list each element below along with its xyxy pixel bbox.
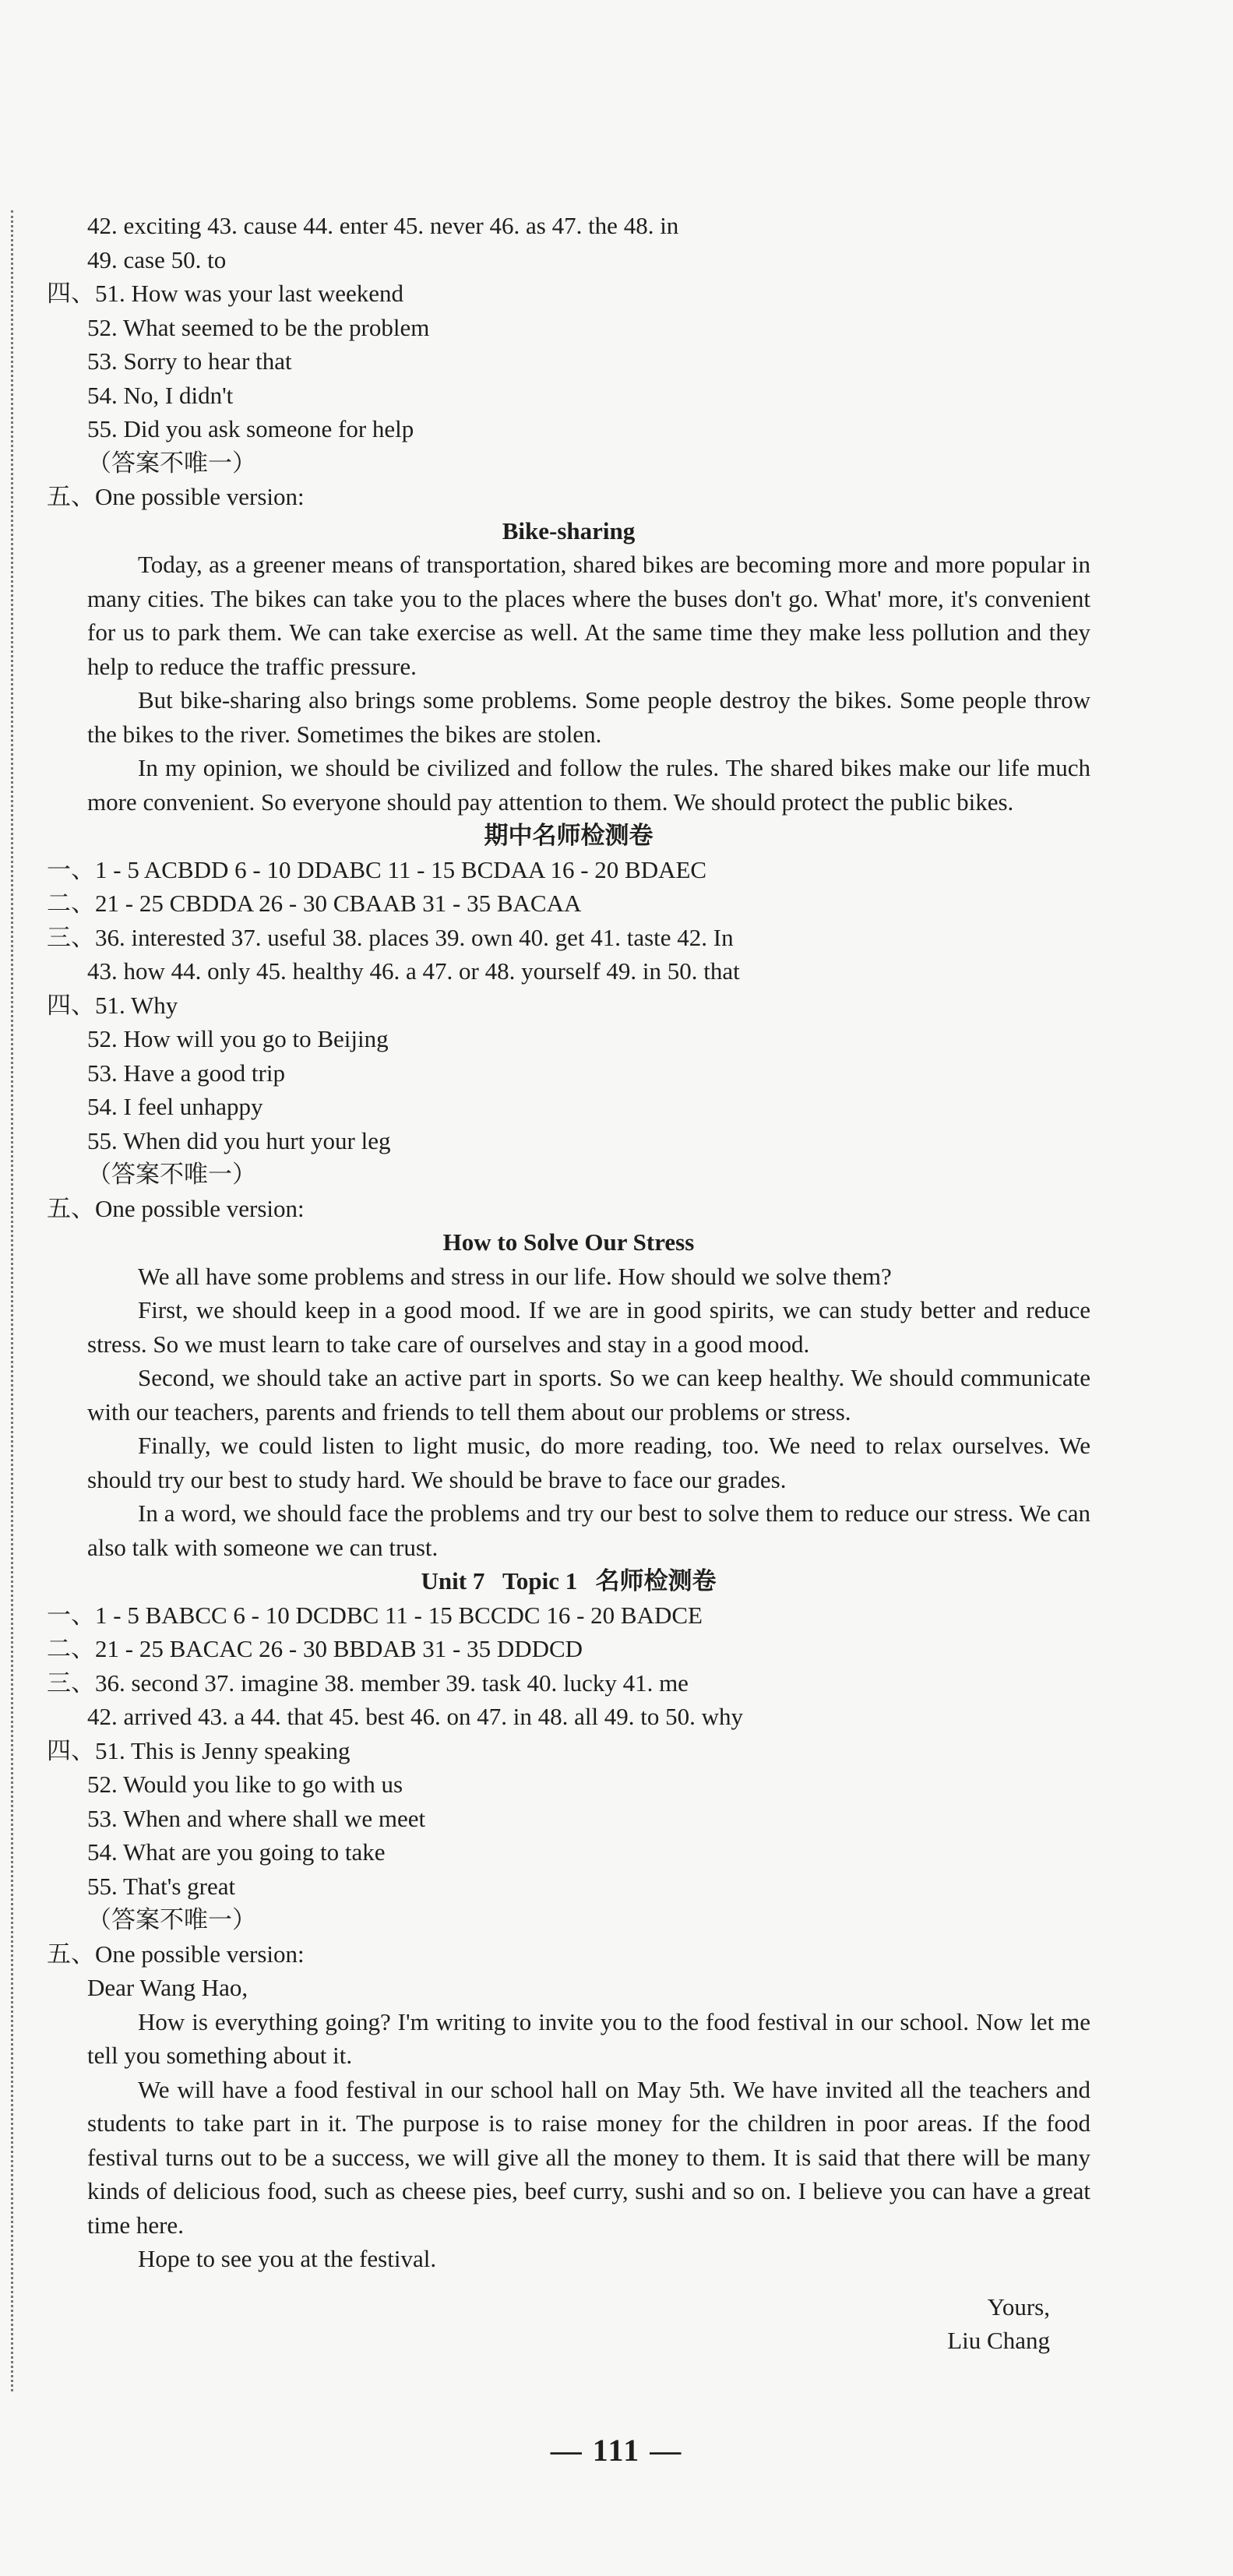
answer-item: 51. This is Jenny speaking [95,1736,351,1764]
essay-paragraph: First, we should keep in a good mood. If we are in good spirits, we can study better and reduce stress. So we must learn to take care of ourselves and stay in a good mood. [87,1296,1090,1358]
answers-line: 21 - 25 BACAC 26 - 30 BBDAB 31 - 35 DDDCD [95,1635,583,1662]
answer-item: 52. Would you like to go with us [87,1771,403,1798]
answer-item: 52. What seemed to be the problem [87,313,430,341]
section-five [47,1937,1090,1972]
answer-item: 55. When did you hurt your leg [87,1126,391,1154]
answers-line: 1 - 5 ACBDD 6 - 10 DDABC 11 - 15 BCDAA 16 - 20 BDAEC [95,855,707,883]
letter-paragraph: Hope to see you at the festival. [138,2245,437,2272]
section-label: 二、 [47,890,95,917]
answer-item: 54. No, I didn't [87,381,234,409]
answers-line: 36. interested 37. useful 38. places 39. own 40. get 41. taste 42. In [95,923,734,951]
answers-line: 49. case 50. to [87,245,227,273]
section-three [47,1666,1090,1700]
section-label: 四、 [47,1736,95,1764]
section-label: 三、 [47,923,95,951]
letter-paragraph: How is everything going? I'm writing to invite you to the food festival in our school. Now let me tell you something about it. [87,2007,1090,2069]
section-four [47,277,1090,311]
letter-signature: Liu Chang [947,2327,1050,2354]
answer-item: 51. How was your last weekend [95,280,404,307]
answer-note: （答案不唯一） [87,1906,256,1933]
section-four [47,988,1090,1023]
section-label: 一、 [47,1601,95,1629]
section-two [47,886,1090,921]
essay-paragraph: In a word, we should face the problems and try our best to solve them to reduce our stress. We can also talk with someone we can trust. [87,1499,1090,1561]
letter-paragraph: We will have a food festival in our school hall on May 5th. We have invited all the teachers and students to take part in it. The purpose is to raise money for the children in poor areas. If the food festival turns out to be a success, we will give all the money to them. It is said that there will be many kinds of delicious food, such as cheese pies, beef curry, sushi and so on. I believe you can have a great time here. [87,2075,1090,2239]
section-intro: One possible version: [95,483,305,510]
essay-paragraph: Today, as a greener means of transportation, shared bikes are becoming more and more popular in many cities. The bikes can take you to the places where the buses don't go. What' more, it's convenient for us to park them. We can take exercise as well. At the same time they make less pollution and they help to reduce the traffic pressure. [87,551,1090,680]
essay-paragraph: Finally, we could listen to light music, do more reading, too. We need to relax ourselves. We should try our best to study hard. We should be brave to face our grades. [87,1432,1090,1493]
section-heading: 期中名师检测卷 [484,822,653,849]
answers-line: 42. exciting 43. cause 44. enter 45. never 46. as 47. the 48. in [87,212,679,239]
answer-item: 54. What are you going to take [87,1838,386,1866]
answers-line: 43. how 44. only 45. healthy 46. a 47. or 48. yourself 49. in 50. that [87,957,740,985]
answer-item: 52. How will you go to Beijing [87,1025,389,1052]
section-label: 三、 [47,1669,95,1697]
section-intro: One possible version: [95,1194,305,1222]
essay-paragraph: We all have some problems and stress in our life. How should we solve them? [138,1262,892,1290]
section-five [47,480,1090,514]
answers-line: 36. second 37. imagine 38. member 39. task 40. lucky 41. me [95,1669,689,1697]
section-four [47,1734,1090,1768]
section-heading: Unit 7 Topic 1 名师检测卷 [421,1567,717,1595]
section-label: 五、 [47,1194,95,1222]
section-five [47,1192,1090,1226]
answer-item: 51. Why [95,991,178,1019]
section-label: 五、 [47,1940,95,1968]
answers-line: 21 - 25 CBDDA 26 - 30 CBAAB 31 - 35 BACAA [95,890,582,917]
section-intro: One possible version: [95,1940,305,1968]
page-number: — 111 — [550,2433,683,2468]
answer-note: （答案不唯一） [87,449,256,477]
answer-item: 53. Sorry to hear that [87,347,292,375]
essay-paragraph: In my opinion, we should be civilized and follow the rules. The shared bikes make our life much more convenient. So everyone should pay attention to them. We should protect the public bikes. [87,754,1090,816]
section-three [47,921,1090,955]
section-label: 四、 [47,991,95,1019]
letter-greeting: Dear Wang Hao, [87,1974,248,2001]
answer-item: 53. When and where shall we meet [87,1804,426,1832]
binding-margin-line [11,210,13,2391]
answer-item: 55. That's great [87,1872,236,1900]
section-label: 二、 [47,1635,95,1662]
section-label: 五、 [47,483,95,510]
essay-paragraph: But bike-sharing also brings some problems. Some people destroy the bikes. Some people throw the bikes to the river. Sometimes the bikes are stolen. [87,686,1090,748]
answer-note: （答案不唯一） [87,1161,256,1188]
answers-line: 1 - 5 BABCC 6 - 10 DCDBC 11 - 15 BCCDC 16 - 20 BADCE [95,1601,703,1629]
essay-paragraph: Second, we should take an active part in sports. So we can keep healthy. We should communicate with our teachers, parents and friends to tell them about our problems or stress. [87,1364,1090,1425]
section-one [47,1598,1090,1633]
essay-title: How to Solve Our Stress [442,1228,695,1256]
answer-item: 55. Did you ask someone for help [87,415,414,442]
section-label: 一、 [47,855,95,883]
answer-item: 53. Have a good trip [87,1059,285,1087]
section-one [47,853,1090,887]
answers-line: 42. arrived 43. a 44. that 45. best 46. on 47. in 48. all 49. to 50. why [87,1703,744,1730]
letter-closing: Yours, [987,2292,1050,2321]
section-label: 四、 [47,280,95,307]
essay-title: Bike-sharing [502,516,636,544]
section-two [47,1632,1090,1666]
answer-page [47,209,1090,2358]
answer-item: 54. I feel unhappy [87,1093,263,1120]
